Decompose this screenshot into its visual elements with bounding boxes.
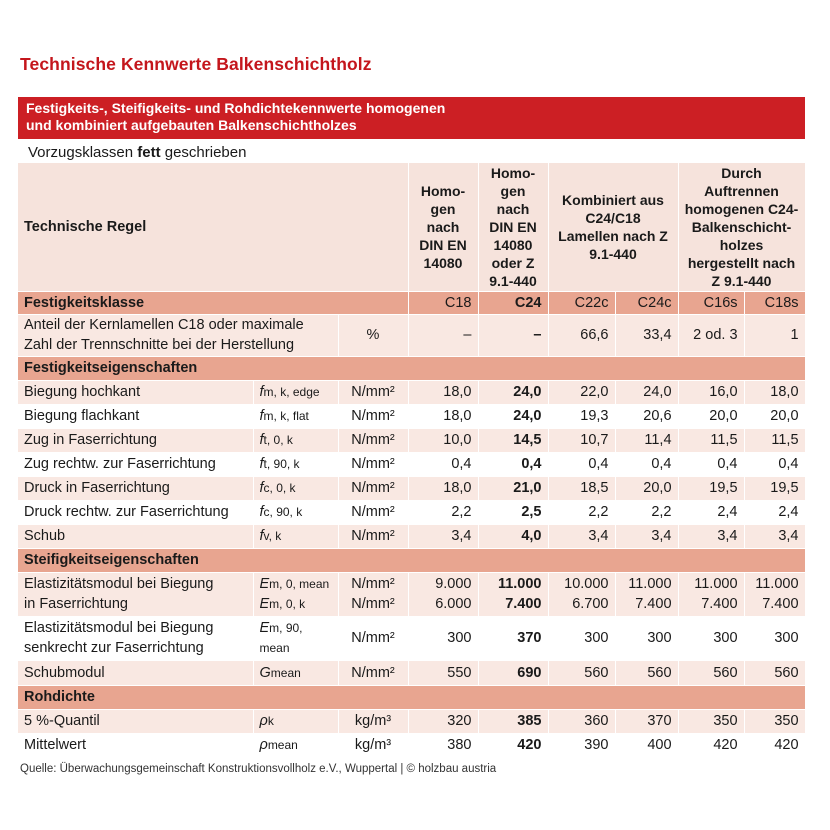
value-cell: 0,4 [548, 452, 615, 476]
value-cell: 370 [615, 709, 678, 733]
value-cell: 24,0 [478, 404, 548, 428]
page-title: Technische Kennwerte Balkenschichtholz [20, 54, 372, 74]
class-cell: C24 [478, 291, 548, 314]
value-cell: 18,0 [408, 476, 478, 500]
value-cell: 20,6 [615, 404, 678, 428]
value-cell: 21,0 [478, 476, 548, 500]
value-cell: 300 [548, 616, 615, 660]
section-row [18, 356, 805, 380]
value-cell: 380 [408, 733, 478, 757]
note-bold: fett [137, 144, 161, 161]
value-cell: 10,7 [548, 428, 615, 452]
strength-row [18, 404, 805, 428]
value-cell: 400 [615, 733, 678, 757]
value-cell: 3,4 [615, 524, 678, 548]
value-cell: 385 [478, 709, 548, 733]
value-cell: 18,5 [548, 476, 615, 500]
emod-mean: 9.000 [435, 576, 472, 592]
emod-mean: 11.000 [628, 576, 672, 592]
property-symbol [253, 733, 338, 757]
value-cell: 300 [744, 616, 805, 660]
value-cell: – [408, 314, 478, 356]
value-cell: 300 [408, 616, 478, 660]
value-cell: 560 [615, 660, 678, 685]
strength-row [18, 452, 805, 476]
symbol-subscript: k [267, 714, 274, 728]
emod-symbols [253, 572, 338, 616]
emod90-label-2: senkrecht zur Faserrichtung [24, 640, 204, 656]
value-cell: 560 [678, 660, 744, 685]
symbol-char: G [259, 664, 271, 681]
value-cell: 18,0 [744, 380, 805, 404]
density-row [18, 709, 805, 733]
symbol-char: f [259, 456, 264, 472]
value-cell: 370 [478, 616, 548, 660]
symbol-char: f [259, 528, 264, 544]
symbol-subscript: m, 0, k [269, 597, 306, 611]
symbol-char: f [259, 504, 264, 520]
anteil-row [18, 314, 805, 356]
property-symbol [253, 476, 338, 500]
strength-row [18, 380, 805, 404]
value-cell: 18,0 [408, 404, 478, 428]
value-cell: 14,5 [478, 428, 548, 452]
symbol-subscript: mean [259, 641, 290, 655]
value-cell: 2 od. 3 [678, 314, 744, 356]
property-unit: kg/m³ [338, 709, 408, 733]
value-cell: 66,6 [548, 314, 615, 356]
value-cell: 2,2 [615, 500, 678, 524]
value-cell: 16,0 [678, 380, 744, 404]
symbol-char: ρ [259, 713, 268, 729]
property-symbol [253, 709, 338, 733]
note-prefix: Vorzugsklassen [28, 144, 138, 161]
symbol-char: E [259, 596, 270, 612]
value-cell [615, 572, 678, 616]
value-cell: 20,0 [678, 404, 744, 428]
header-rule: Technische Regel [18, 163, 408, 291]
class-cell: C22c [548, 291, 615, 314]
source-note: Quelle: Überwachungsgemeinschaft Konstruktionsvollholz e.V., Wuppertal | © holzbau austria [20, 763, 497, 775]
property-symbol [253, 428, 338, 452]
banner-line-2: und kombiniert aufgebauten Balkenschichtholzes [26, 117, 357, 133]
value-cell: 2,4 [678, 500, 744, 524]
header-col-auftrennen: Durch Auftrennen homogenen C24-Balkenschicht-holzes hergestellt nach Z 9.1-440 [678, 163, 805, 291]
value-cell [408, 572, 478, 616]
property-label: Druck rechtw. zur Faserrichtung [18, 500, 253, 524]
value-cell: 3,4 [744, 524, 805, 548]
value-cell: 560 [744, 660, 805, 685]
property-symbol [253, 404, 338, 428]
value-cell: 2,2 [408, 500, 478, 524]
emod-mean: 11.000 [755, 576, 799, 592]
value-cell: 11,5 [744, 428, 805, 452]
value-cell [548, 572, 615, 616]
section-row [18, 685, 805, 709]
header-col-homogen-din: Homo-gen nach DIN EN 14080 [408, 163, 478, 291]
class-cell: C24c [615, 291, 678, 314]
symbol-char: E [259, 576, 270, 592]
header-row [18, 163, 805, 291]
value-cell: 2,5 [478, 500, 548, 524]
header-col-kombiniert: Kombiniert aus C24/C18 Lamellen nach Z 9.1-440 [548, 163, 678, 291]
value-cell: 20,0 [744, 404, 805, 428]
symbol-subscript: c, 0, k [263, 481, 296, 495]
symbol-subscript: m, k, edge [263, 385, 320, 399]
emod-row [18, 572, 805, 616]
property-label: Schub [18, 524, 253, 548]
strength-row [18, 428, 805, 452]
value-cell: 300 [678, 616, 744, 660]
property-label: Biegung flachkant [18, 404, 253, 428]
class-cell: C18 [408, 291, 478, 314]
emod90-label [18, 616, 253, 660]
emod-k: 7.400 [762, 596, 799, 612]
symbol-subscript: m, 90, [269, 621, 303, 635]
value-cell [478, 572, 548, 616]
value-cell: 3,4 [408, 524, 478, 548]
value-cell: 2,2 [548, 500, 615, 524]
emod-k: 7.400 [635, 596, 672, 612]
symbol-subscript: t, 0, k [263, 433, 293, 447]
emod-unit-2: N/mm² [351, 596, 395, 612]
class-cell: C16s [678, 291, 744, 314]
emod-label [18, 572, 253, 616]
value-cell: 1 [744, 314, 805, 356]
section-strength: Festigkeitseigenschaften [18, 356, 805, 380]
emod-units [338, 572, 408, 616]
banner-line-1: Festigkeits-, Steifigkeits- und Rohdichtekennwerte homogenen [26, 100, 446, 116]
value-cell: 10,0 [408, 428, 478, 452]
value-cell: 19,5 [744, 476, 805, 500]
section-stiffness: Steifigkeitseigenschaften [18, 548, 805, 572]
value-cell [678, 572, 744, 616]
density-row [18, 733, 805, 757]
value-cell: 390 [548, 733, 615, 757]
anteil-unit: % [338, 314, 408, 356]
symbol-subscript: t, 90, k [263, 457, 300, 471]
value-cell: 11,4 [615, 428, 678, 452]
section-row [18, 548, 805, 572]
property-label: Zug rechtw. zur Faserrichtung [18, 452, 253, 476]
property-unit: N/mm² [338, 404, 408, 428]
value-cell: 18,0 [408, 380, 478, 404]
emod-unit-1: N/mm² [351, 576, 395, 592]
value-cell: 19,5 [678, 476, 744, 500]
property-unit: N/mm² [338, 380, 408, 404]
strength-row [18, 524, 805, 548]
property-symbol [253, 380, 338, 404]
property-label: Mittelwert [18, 733, 253, 757]
table-banner [18, 97, 805, 139]
value-cell: 33,4 [615, 314, 678, 356]
class-row [18, 291, 805, 314]
property-unit: N/mm² [338, 476, 408, 500]
symbol-char: ρ [259, 737, 268, 753]
strength-row [18, 500, 805, 524]
property-label: Druck in Faserrichtung [18, 476, 253, 500]
emod90-row [18, 616, 805, 660]
value-cell: 560 [548, 660, 615, 685]
emod-k: 6.000 [435, 596, 472, 612]
header-col-homogen-din-z: Homo-gen nach DIN EN 14080 oder Z 9.1-440 [478, 163, 548, 291]
symbol-char: f [259, 480, 264, 496]
value-cell: 0,4 [744, 452, 805, 476]
value-cell: 19,3 [548, 404, 615, 428]
value-cell: 3,4 [548, 524, 615, 548]
value-cell: 4,0 [478, 524, 548, 548]
value-cell: 690 [478, 660, 548, 685]
value-cell: 350 [744, 709, 805, 733]
value-cell: 0,4 [678, 452, 744, 476]
value-cell: 24,0 [478, 380, 548, 404]
property-unit: N/mm² [338, 524, 408, 548]
emod-k: 7.400 [505, 596, 542, 612]
anteil-label: Anteil der Kernlamellen C18 oder maximale Zahl der Trennschnitte bei der Herstellung [18, 314, 338, 356]
value-cell: 300 [615, 616, 678, 660]
emod-mean: 11.000 [694, 576, 738, 592]
class-cell: C18s [744, 291, 805, 314]
value-cell: 360 [548, 709, 615, 733]
value-cell: 320 [408, 709, 478, 733]
value-cell: 22,0 [548, 380, 615, 404]
value-cell: 24,0 [615, 380, 678, 404]
class-label: Festigkeitsklasse [18, 291, 408, 314]
symbol-subscript: m, 0, mean [269, 577, 330, 591]
property-unit: N/mm² [338, 428, 408, 452]
symbol-char: f [259, 408, 264, 424]
value-cell: 11,5 [678, 428, 744, 452]
strength-row [18, 476, 805, 500]
property-label: Zug in Faserrichtung [18, 428, 253, 452]
property-unit: N/mm² [338, 660, 408, 685]
symbol-subscript: mean [270, 665, 301, 680]
property-label: Biegung hochkant [18, 380, 253, 404]
property-unit: N/mm² [338, 616, 408, 660]
emod-k: 6.700 [572, 596, 609, 612]
symbol-subscript: mean [267, 738, 298, 752]
properties-table [18, 163, 806, 758]
symbol-char: f [259, 432, 264, 448]
emod-mean: 10.000 [564, 576, 609, 592]
property-unit: kg/m³ [338, 733, 408, 757]
schubmodul-row [18, 660, 805, 685]
value-cell: 3,4 [678, 524, 744, 548]
value-cell: 420 [678, 733, 744, 757]
value-cell: 420 [744, 733, 805, 757]
emod-mean: 11.000 [497, 576, 542, 592]
property-label: 5 %-Quantil [18, 709, 253, 733]
value-cell: 0,4 [615, 452, 678, 476]
preferred-class-note [28, 144, 246, 161]
value-cell: 20,0 [615, 476, 678, 500]
value-cell: 350 [678, 709, 744, 733]
property-label: Schubmodul [18, 660, 253, 685]
value-cell: 0,4 [478, 452, 548, 476]
property-symbol [253, 524, 338, 548]
emod-label-2: in Faserrichtung [24, 596, 128, 612]
emod90-symbol [253, 616, 338, 660]
value-cell: 420 [478, 733, 548, 757]
emod90-label-1: Elastizitätsmodul bei Biegung [24, 620, 214, 636]
value-cell: – [478, 314, 548, 356]
property-symbol [253, 452, 338, 476]
symbol-subscript: v, k [263, 529, 282, 543]
property-unit: N/mm² [338, 500, 408, 524]
symbol-subscript: m, k, flat [263, 409, 309, 423]
property-unit: N/mm² [338, 452, 408, 476]
emod-label-1: Elastizitätsmodul bei Biegung [24, 576, 214, 592]
value-cell: 0,4 [408, 452, 478, 476]
value-cell [744, 572, 805, 616]
value-cell: 2,4 [744, 500, 805, 524]
property-symbol [253, 500, 338, 524]
symbol-subscript: c, 90, k [263, 505, 303, 519]
symbol-char: E [259, 620, 270, 636]
section-density: Rohdichte [18, 685, 805, 709]
note-suffix: geschrieben [160, 144, 247, 161]
emod-k: 7.400 [701, 596, 738, 612]
property-symbol [253, 660, 338, 685]
symbol-char: f [259, 384, 264, 400]
value-cell: 550 [408, 660, 478, 685]
